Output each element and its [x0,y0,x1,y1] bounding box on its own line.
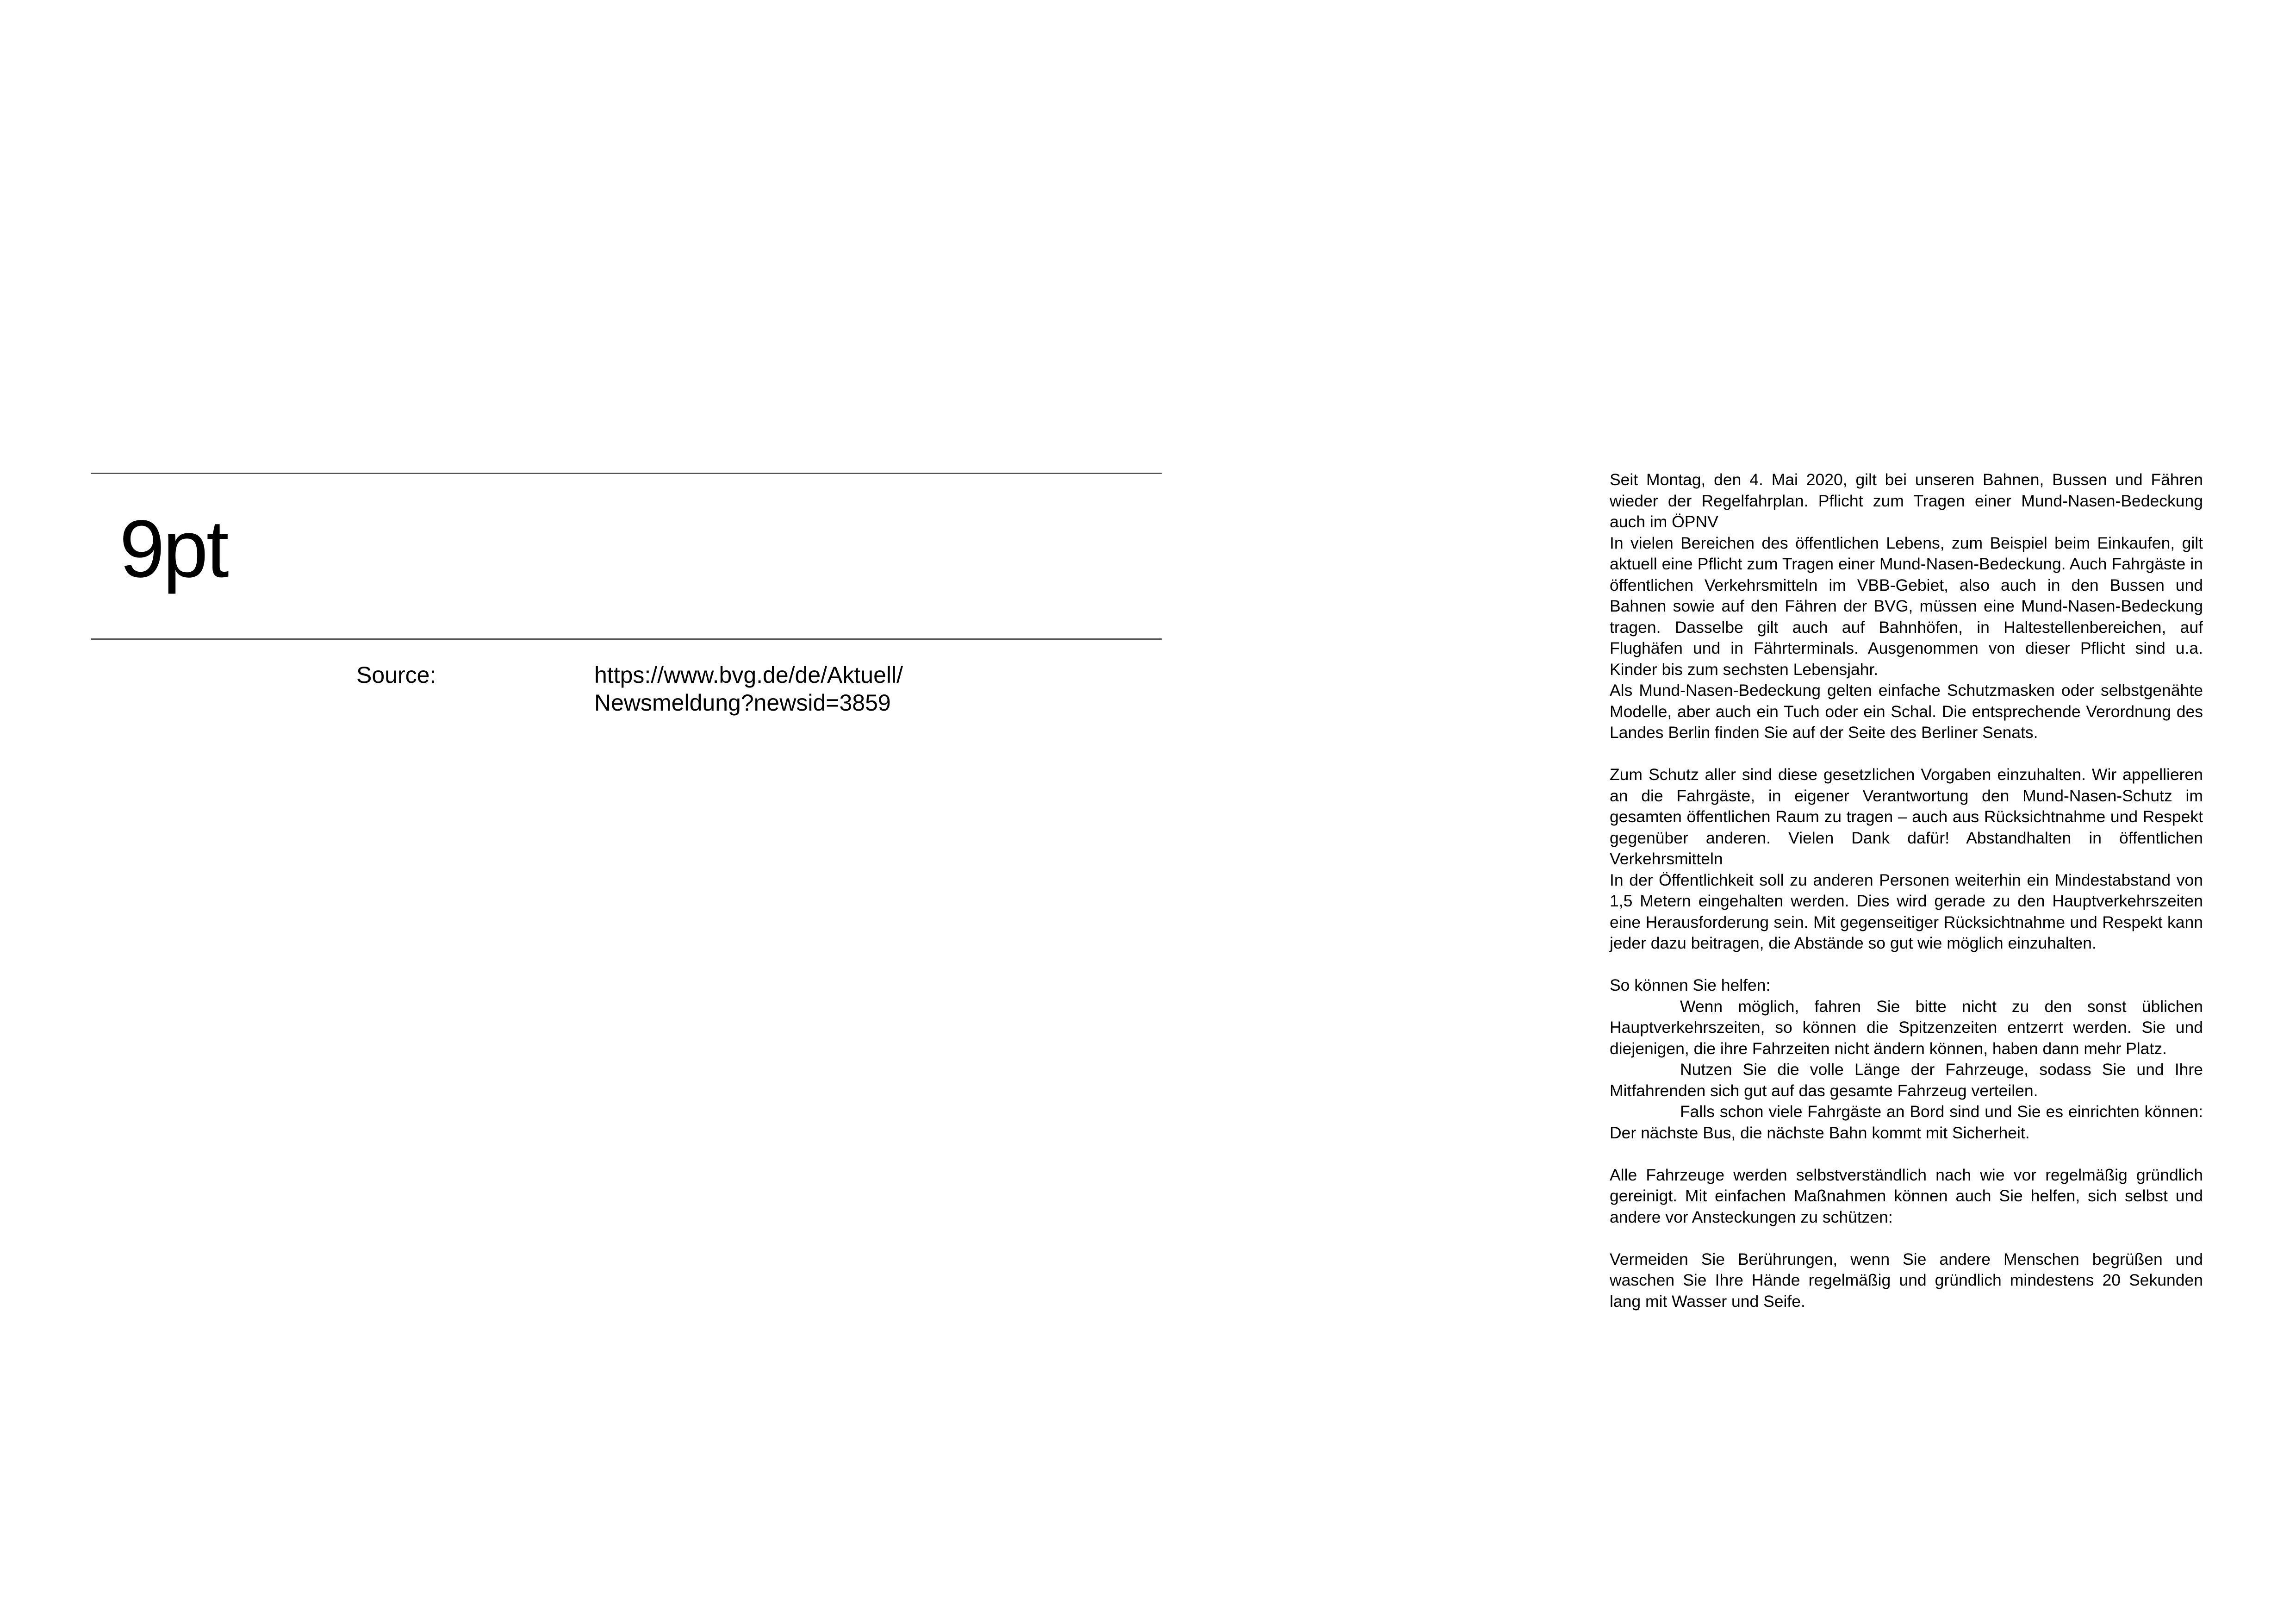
article-paragraph: In der Öffentlichkeit soll zu anderen Personen weiterhin ein Mindestabstand von 1,5 Metern eingehalten werden. Dies wird gerade zu den Hauptverkehrszeiten eine Herausforderung sein. Mit gegenseitiger Rücksichtnahme und Respekt kann jeder dazu beitragen, die Abstände so gut wie möglich einzuhalten. [1610,870,2203,952]
article-paragraph: Zum Schutz aller sind diese gesetzlichen Vorgaben einzuhalten. Wir appellieren an die Fahrgäste, in eigener Verantwortung den Mund-Nasen-Schutz im gesamten öffentlichen Raum zu tragen – auch aus Rücksichtnahme und Respekt gegenüber anderen. Vielen Dank dafür! Abstandhalten in öffentlichen Verkehrsmitteln [1610,765,2203,868]
paragraph-gap [1610,1143,2203,1165]
article-paragraph: Alle Fahrzeuge werden selbstverständlich nach wie vor regelmäßig gründlich gereinigt. Mit einfachen Maßnahmen können auch Sie helfen, sich selbst und andere vor Ansteckungen zu schützen: [1610,1165,2203,1226]
tip-item: Wenn möglich, fahren Sie bitte nicht zu den sonst üblichen Hauptverkehrszeiten, so können die Spitzenzeiten entzerrt werden. Sie und diejenigen, die ihre Fahrzeiten nicht ändern können, haben dann mehr Platz. [1610,997,2203,1058]
font-size-label: 9pt [119,504,227,594]
top-divider [91,473,1162,474]
article-paragraph: So können Sie helfen: [1610,976,1771,994]
article-paragraph: Vermeiden Sie Berührungen, wenn Sie andere Menschen begrüßen und waschen Sie Ihre Hände regelmäßig und gründlich mindestens 20 Sekunden lang mit Wasser und Seife. [1610,1249,2203,1311]
source-url-line-1: https://www.bvg.de/de/Aktuell/ [594,662,903,688]
tip-item: Falls schon viele Fahrgäste an Bord sind und Sie es einrichten können: Der nächste Bus, die nächste Bahn kommt mit Sicherheit. [1610,1102,2203,1142]
source-url [594,661,974,717]
article-paragraph: In vielen Bereichen des öffentlichen Lebens, zum Beispiel beim Einkaufen, gilt aktuell eine Pflicht zum Tragen einer Mund-Nasen-Bedeckung. Auch Fahrgäste in öffentlichen Verkehrsmitteln im VBB-Gebiet, also auch in den Bussen und Bahnen sowie auf den Fähren der BVG, müssen eine Mund-Nasen-Bedeckung tragen. Dasselbe gilt auch auf Bahnhöfen, in Haltestellenbereichen, auf Flughäfen und in Fährterminals. Ausgenommen von dieser Pflicht sind u.a. Kinder bis zum sechsten Lebensjahr. [1610,533,2203,679]
article-body [1610,469,2203,1312]
paragraph-gap [1610,1228,2203,1249]
article-paragraph: Als Mund-Nasen-Bedeckung gelten einfache Schutzmasken oder selbstgenähte Modelle, aber auch ein Tuch oder ein Schal. Die entsprechende Verordnung des Landes Berlin finden Sie auf der Seite des Berliner Senats. [1610,681,2203,742]
paragraph-gap [1610,743,2203,765]
article-paragraph: Seit Montag, den 4. Mai 2020, gilt bei unseren Bahnen, Bussen und Fähren wieder der Regelfahrplan. Pflicht zum Tragen einer Mund-Nasen-Bedeckung auch im ÖPNV [1610,470,2203,531]
tip-item: Nutzen Sie die volle Länge der Fahrzeuge, sodass Sie und Ihre Mitfahrenden sich gut auf das gesamte Fahrzeug verteilen. [1610,1060,2203,1100]
source-url-line-2: Newsmeldung?newsid=3859 [594,690,891,716]
bottom-divider [91,638,1162,640]
source-label: Source: [356,662,436,688]
paragraph-gap [1610,954,2203,975]
